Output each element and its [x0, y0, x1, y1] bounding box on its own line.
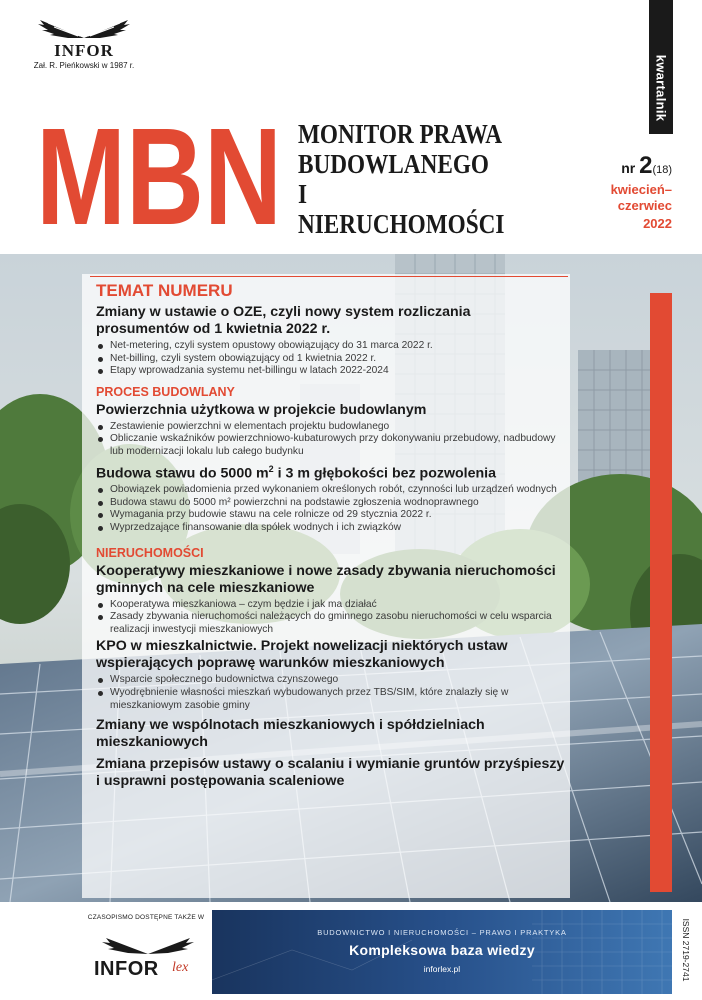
list-item: Net-billing, czyli system obowiązujący od 1 kwietnia 2022 r.	[96, 353, 566, 366]
article-title: Kooperatywy mieszkaniowe i nowe zasady zbywania nieruchomości gminnych na cele mieszkaniowe	[96, 562, 556, 596]
list-item: Kooperatywa mieszkaniowa – czym będzie i jak ma działać	[96, 599, 566, 612]
publisher-name: INFOR	[54, 41, 114, 60]
list-item: Zasady zbywania nieruchomości należących do gminnego zasobu nieruchomości w celu wsparcia realizacji inwestycji mieszkaniowych	[96, 611, 566, 636]
inforlex-logo-lex: lex	[172, 960, 189, 975]
frequency-label: kwartalnik	[653, 54, 669, 122]
list-item: Wyprzedzające finansowanie dla spółek wodnych i ich związków	[96, 522, 566, 535]
list-item: Zestawienie powierzchni w elementach projektu budowlanego	[96, 421, 566, 434]
inforlex-banner[interactable]	[212, 910, 672, 994]
title-line-1: MONITOR PRAWA	[298, 119, 503, 149]
section-heading-nieruchomosci: NIERUCHOMOŚCI	[96, 545, 204, 560]
issue-period: kwiecień–czerwiec	[610, 182, 672, 213]
list-item: Obliczanie wskaźników powierzchniowo-kubaturowych przy dokonywaniu przebudowy, nadbudowy lub modernizacji lokalu lub całego budynku	[96, 433, 566, 458]
article-bullets	[96, 421, 566, 459]
article-title-main: Budowa stawu do 5000 m	[96, 465, 269, 482]
issue-number-line	[560, 152, 672, 180]
article-bullets	[96, 484, 566, 534]
list-item: Etapy wprowadzania systemu net-billingu w latach 2022-2024	[96, 365, 566, 378]
banner-url-link[interactable]: inforlex.pl	[423, 964, 461, 974]
article-title	[96, 461, 566, 483]
issn-box	[676, 905, 696, 995]
title-line-3: I NIERUCHOMOŚCI	[298, 179, 505, 239]
publisher-logo	[30, 14, 138, 71]
inforlex-logo-name: INFOR	[94, 958, 159, 980]
article-title: Zmiana przepisów ustawy o scalaniu i wymianie gruntów przyśpieszy i usprawni postępowania scaleniowe	[96, 756, 565, 790]
mbn-logo	[36, 120, 282, 228]
list-item: Budowa stawu do 5000 m² powierzchni na podstawie zgłoszenia wodnoprawnego	[96, 497, 566, 510]
article-bullets	[96, 674, 566, 712]
list-item: Wsparcie społecznego budownictwa czynszowego	[96, 674, 566, 687]
mbn-logo-text: MBN	[36, 120, 282, 228]
featured-heading: TEMAT NUMERU	[96, 281, 233, 300]
article-title: Powierzchnia użytkowa w projekcie budowlanym	[96, 401, 427, 418]
available-label: CZASOPISMO DOSTĘPNE TAKŻE W	[87, 914, 205, 921]
issue-info	[560, 152, 672, 232]
issue-year: 2022	[643, 216, 672, 231]
issue-sequence: (18)	[652, 164, 672, 176]
frequency-tab	[649, 0, 673, 134]
magazine-title	[298, 119, 513, 239]
article-title: KPO w mieszkalnictwie. Projekt nowelizacji niektórych ustaw wspierających poprawę warunków mieszkaniowych	[96, 638, 508, 672]
panel-top-rule	[90, 276, 568, 277]
banner-tagline: BUDOWNICTWO I NIERUCHOMOŚCI – PRAWO I PRAKTYKA	[317, 928, 567, 937]
issue-number: 2	[639, 152, 653, 179]
table-of-contents	[96, 280, 566, 790]
side-accent-bar	[650, 293, 672, 892]
article-bullets	[96, 599, 566, 637]
section-heading-proces: PROCES BUDOWLANY	[96, 384, 235, 399]
featured-title: Zmiany w ustawie o OZE, czyli nowy system rozliczania prosumentów od 1 kwietnia 2022 r.	[96, 304, 471, 337]
list-item: Wyodrębnienie własności mieszkań wybudowanych przez TBS/SIM, które znalazły się w mieszkaniowym zasobie gminy	[96, 687, 566, 712]
publisher-founded: Zał. R. Pieńkowski w 1987 r.	[33, 61, 135, 70]
article-title-rest: i 3 m głębokości bez pozwolenia	[273, 465, 496, 482]
list-item: Wymagania przy budowie stawu na cele rolnicze od 29 stycznia 2022 r.	[96, 509, 566, 522]
article-title-sup: 2	[268, 463, 274, 474]
title-line-2: BUDOWLANEGO	[298, 149, 489, 179]
list-item: Obowiązek powiadomienia przed wykonaniem określonych robót, czynności lub urządzeń wodnych	[96, 484, 566, 497]
list-item: Net-metering, czyli system opustowy obowiązujący do 31 marca 2022 r.	[96, 340, 566, 353]
issue-prefix: nr	[621, 160, 636, 176]
article-title: Zmiany we wspólnotach mieszkaniowych i spółdzielniach mieszkaniowych	[96, 717, 485, 751]
wings-logo-icon	[34, 14, 134, 42]
featured-bullets	[96, 340, 566, 378]
banner-headline: Kompleksowa baza wiedzy	[349, 942, 535, 958]
issn-label: ISSN 2719-2741	[681, 918, 691, 982]
